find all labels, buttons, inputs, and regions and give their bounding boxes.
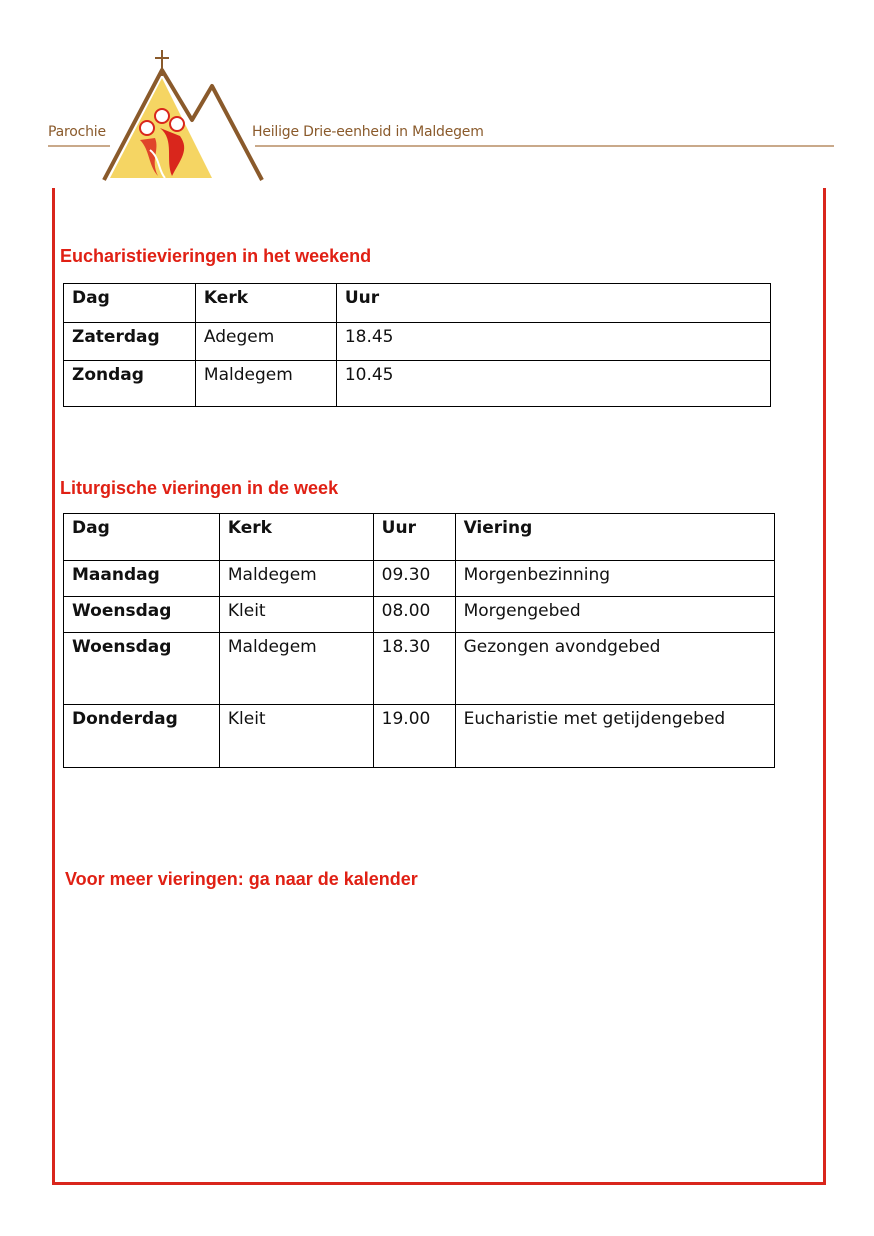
table-row	[64, 633, 775, 705]
church-cell: Maldegem	[219, 561, 373, 597]
day-cell: Maandag	[64, 561, 220, 597]
column-header: Kerk	[195, 284, 336, 323]
church-cell: Kleit	[219, 597, 373, 633]
day-cell: Zaterdag	[64, 323, 196, 361]
day-cell: Woensdag	[64, 633, 220, 705]
table-header-row	[64, 284, 771, 323]
week-title: Liturgische vieringen in de week	[60, 478, 339, 498]
time-cell: 19.00	[373, 705, 455, 768]
celebration-cell: Eucharistie met getijdengebed	[455, 705, 774, 768]
column-header: Uur	[373, 514, 455, 561]
day-cell: Zondag	[64, 361, 196, 407]
table-row	[64, 705, 775, 768]
column-header: Uur	[336, 284, 770, 323]
column-header: Dag	[64, 514, 220, 561]
time-cell: 10.45	[336, 361, 770, 407]
column-header: Dag	[64, 284, 196, 323]
time-cell: 09.30	[373, 561, 455, 597]
parish-header	[0, 0, 874, 190]
time-cell: 18.30	[373, 633, 455, 705]
logo-text-parish-name: Heilige Drie-eenheid in Maldegem	[252, 124, 484, 140]
church-cell: Adegem	[195, 323, 336, 361]
time-cell: 18.45	[336, 323, 770, 361]
table-row	[64, 323, 771, 361]
table-row	[64, 361, 771, 407]
column-header: Viering	[455, 514, 774, 561]
church-cell: Kleit	[219, 705, 373, 768]
day-cell: Woensdag	[64, 597, 220, 633]
day-cell: Donderdag	[64, 705, 220, 768]
calendar-link[interactable]: Voor meer vieringen: ga naar de kalender	[65, 869, 418, 889]
parish-logo-icon	[0, 0, 874, 190]
weekend-table	[63, 283, 771, 407]
celebration-cell: Morgenbezinning	[455, 561, 774, 597]
church-cell: Maldegem	[219, 633, 373, 705]
celebration-cell: Morgengebed	[455, 597, 774, 633]
celebration-cell: Gezongen avondgebed	[455, 633, 774, 705]
time-cell: 08.00	[373, 597, 455, 633]
week-table	[63, 513, 775, 768]
weekend-title: Eucharistievieringen in het weekend	[60, 246, 372, 266]
table-header-row	[64, 514, 775, 561]
table-row	[64, 561, 775, 597]
table-row	[64, 597, 775, 633]
logo-text-parochie: Parochie	[48, 124, 106, 140]
church-cell: Maldegem	[195, 361, 336, 407]
column-header: Kerk	[219, 514, 373, 561]
